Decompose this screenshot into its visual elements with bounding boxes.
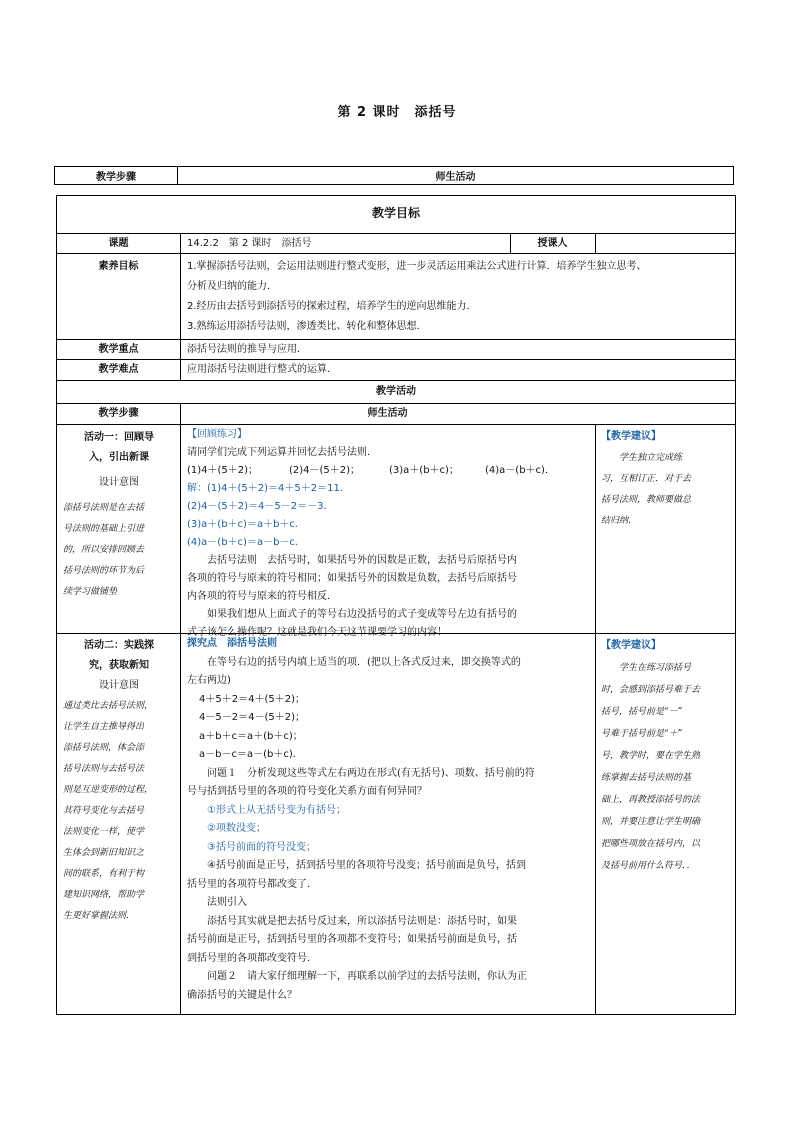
suggest-line: 础上，再教授添括号的法	[601, 795, 701, 805]
suggest-line: 括号法则，教师要做总	[601, 495, 692, 505]
problem-3: (3)a＋(b＋c)；	[389, 465, 459, 476]
header-col-activities: 师生活动	[435, 172, 476, 183]
suggest-tag: 【教学建议】	[601, 640, 661, 651]
activity2-name: 活动二：实践探	[84, 640, 154, 651]
activity1-content	[187, 426, 589, 642]
add-bracket-rule: 到括号里的各项都改变符号．	[187, 952, 317, 964]
activity1-design-label: 设计意图	[99, 477, 139, 488]
answer-line: ①形式上从无括号变为有括号；	[207, 804, 346, 816]
explore-intro: 在等号右边的括号内填上适当的项．(把以上各式反过来，即交换等式的	[207, 656, 521, 668]
page-title: 第 2 课时 添括号	[337, 105, 457, 120]
key-label: 教学重点	[98, 344, 139, 355]
suggest-line: 括号，括号前是“－”	[601, 707, 683, 717]
answer-4: 括号里的各项符号都改变了．	[187, 878, 317, 890]
activity1-design-line: 括号法则的环节为后	[63, 566, 145, 576]
activity2-name: 究，获取新知	[89, 660, 149, 671]
activity2-design-line: 括号法则与去括号法	[63, 764, 145, 774]
answer-line: ③括号前面的符号没变；	[207, 841, 316, 853]
rule-intro: 法则引入	[207, 897, 247, 908]
objectives-title: 教学目标	[371, 206, 420, 220]
topic-label: 课题	[108, 238, 129, 249]
suggest-line: 练掌握去括号法则的基	[601, 773, 692, 783]
activity1-design-line: 添括号法则是在去括	[63, 503, 145, 513]
activities-title: 教学活动	[376, 386, 416, 397]
answer-4: ④括号前面是正号，括到括号里的各项符号没变；括号前面是负号，括到	[207, 860, 526, 871]
suggest-line: 号难于括号前是“＋”	[601, 729, 683, 739]
activity1-suggestion	[601, 427, 729, 532]
rule-line: 如果我们想从上面式子的等号右边没括号的式子变成等号左边有括号的	[207, 609, 517, 620]
activity2-design-line: 其符号变化与去括号	[63, 806, 145, 816]
problem-2: (2)4－(5＋2)；	[289, 465, 361, 476]
solution-line: 解：(1)4＋(5＋2)＝4＋5＋2＝11．	[187, 483, 350, 494]
equation: 4＋5＋2＝4＋(5＋2)；	[199, 693, 305, 705]
difficult-label: 教学难点	[98, 364, 139, 375]
activity1-design-line: 续学习做铺垫	[63, 587, 118, 597]
solution-line: (4)a－(b＋c)＝a－b－c．	[187, 537, 305, 548]
activity1-design-line: 的，所以安排回顾去	[63, 545, 145, 555]
add-bracket-rule: 括号前面是正号，括到括号里的各项都不变符号；如果括号前面是负号，括	[187, 934, 517, 945]
activity2-design-line: 通过类比去括号法则，	[63, 701, 154, 711]
activity2-design-line: 建知识网络，帮助学	[63, 890, 145, 900]
suggest-line: 则，并要注意让学生明确	[601, 817, 701, 827]
problem-1: (1)4＋(5＋2)；	[187, 465, 259, 476]
header-col-steps: 教学步骤	[55, 167, 178, 184]
suggest-line: 学生独立完成练	[619, 453, 683, 463]
activity2-suggestion	[601, 636, 729, 877]
lesson-table	[56, 195, 736, 1015]
add-bracket-rule: 添括号其实就是把去括号反过来，所以添括号法则是：添括号时，如果	[207, 915, 517, 927]
activity1-name: 活动一：回顾导	[84, 432, 154, 443]
suggest-line: 号，教学时，要在学生熟	[601, 751, 701, 761]
suggest-line: 学生在练习添括号	[619, 663, 692, 673]
literacy-goals	[187, 257, 732, 337]
problem-4: (4)a－(b＋c)．	[485, 465, 555, 476]
literacy-line: 1.掌握添括号法则，会运用法则进行整式变形，进一步灵活运用乘法公式进行计算．培养学生独立思考、	[187, 261, 647, 272]
rule-line: 去括号法则 去括号时，如果括号外的因数是正数，去括号后原括号内	[207, 555, 517, 566]
equation: a－b－c＝a－(b＋c)．	[199, 749, 303, 760]
activity2-design-line: 让学生自主推导得出	[63, 722, 145, 732]
activity2-design-line: 法则变化一样，使学	[63, 827, 145, 837]
teacher-label: 授课人	[537, 238, 568, 249]
key-value: 添括号法则的推导与应用．	[187, 344, 307, 355]
question-1: 号与括到括号里的各项的符号变化关系方面有何异同？	[187, 786, 427, 797]
answer-line: ②项数没变；	[207, 823, 266, 834]
activity2-design-label: 设计意图	[99, 680, 139, 691]
suggest-line: 习，互相订正．对于去	[601, 474, 692, 484]
activity2-design-line: 生更好掌握法则．	[63, 911, 136, 921]
literacy-line: 2.经历由去括号到添括号的探索过程，培养学生的逆向思维能力．	[187, 301, 477, 312]
difficult-value: 应用添括号法则进行整式的运算．	[187, 364, 337, 375]
explore-intro: 左右两边)	[187, 675, 231, 686]
suggest-line: 把哪些项放在括号内，以	[601, 839, 701, 849]
activities-col-activities: 师生活动	[367, 408, 408, 419]
activity1-steps	[63, 428, 175, 603]
question-2: 确添括号的关键是什么？	[187, 989, 297, 1001]
rule-line: 各项的符号与原来的符号相同；如果括号外的因数是负数，去括号后原括号	[187, 573, 517, 584]
explore-title: 探究点 添括号法则	[187, 638, 277, 649]
question-1: 问题１ 分析发现这些等式左右两边在形式(有无括号)、项数、括号前的符	[207, 767, 535, 779]
topic-value: 14.2.2 第 2 课时 添括号	[187, 238, 312, 249]
activity2-design-line: 则是互逆变形的过程，	[63, 785, 154, 795]
activities-col-steps: 教学步骤	[98, 408, 139, 419]
activity1-name: 入，引出新课	[89, 452, 149, 463]
rule-line: 内各项的符号与原来的符号相反．	[187, 591, 337, 602]
solution-line: (2)4－(5＋2)＝4－5－2＝－3．	[187, 501, 334, 512]
suggest-tag: 【教学建议】	[601, 431, 661, 442]
activity2-steps	[63, 636, 175, 927]
activity2-content	[187, 635, 589, 1005]
literacy-line: 分析及归纳的能力．	[187, 281, 277, 292]
activity2-design-line: 间的联系，有利于构	[63, 869, 145, 879]
activity2-design-line: 生体会到新旧知识之	[63, 848, 145, 858]
activity1-design-line: 号法则的基础上引进	[63, 524, 145, 534]
review-intro: 请同学们完成下列运算并回忆去括号法则．	[187, 447, 377, 458]
suggest-line: 时，会感到添括号难于去	[601, 685, 701, 695]
literacy-line: 3.熟练运用添括号法则，渗透类比、转化和整体思想．	[187, 321, 427, 332]
solution-line: (3)a＋(b＋c)＝a＋b＋c．	[187, 519, 305, 530]
header-table	[54, 166, 734, 185]
suggest-line: 结归纳．	[601, 516, 638, 526]
review-tag: 【回顾练习】	[187, 429, 247, 440]
rule-line: 式子该怎么操作呢？这就是我们今天这节课要学习的内容！	[187, 627, 447, 638]
equation: a＋b＋c＝a＋(b＋c)；	[199, 730, 303, 742]
activity2-design-line: 添括号法则，体会添	[63, 743, 145, 753]
question-2: 问题２ 请大家仔细理解一下，再联系以前学过的去括号法则，你认为正	[207, 971, 527, 982]
equation: 4－5－2＝4－(5＋2)；	[199, 712, 305, 723]
literacy-label: 素养目标	[98, 261, 139, 272]
suggest-line: 及括号前用什么符号．．	[601, 861, 696, 871]
